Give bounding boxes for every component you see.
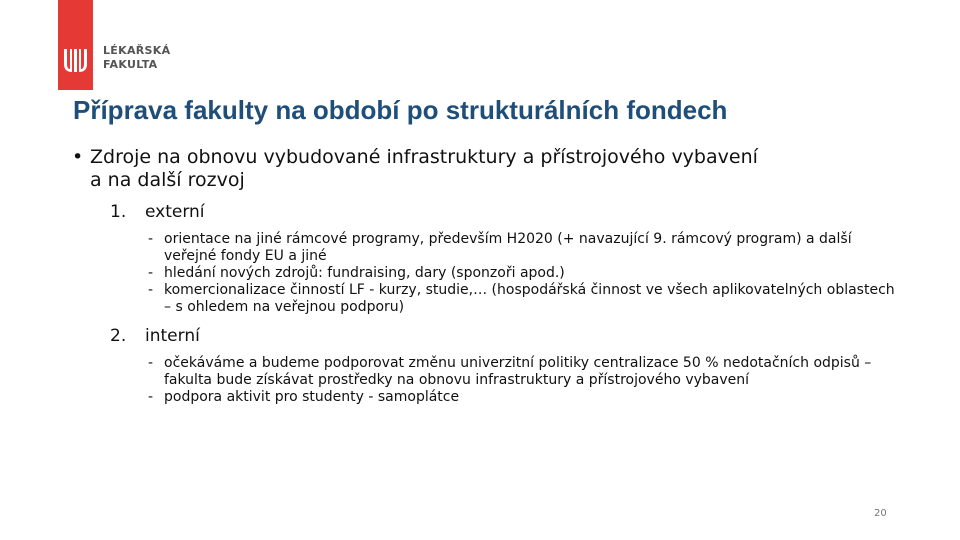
section-number: 2. bbox=[110, 326, 127, 346]
section-number: 1. bbox=[110, 202, 127, 222]
list-item bbox=[140, 265, 902, 282]
bullet-marker: • bbox=[72, 146, 84, 168]
list-item-text: hledání nových zdrojů: fundraising, dary (sponzoři apod.) bbox=[164, 265, 565, 281]
page-number: 20 bbox=[874, 508, 887, 519]
section-internal bbox=[110, 325, 902, 347]
list-item bbox=[140, 389, 902, 406]
main-bullet-line-1: Zdroje na obnovu vybudované infrastruktury a přístrojového vybavení bbox=[90, 146, 758, 168]
section-external bbox=[110, 201, 902, 223]
external-list bbox=[140, 231, 902, 316]
list-item-text: podpora aktivit pro studenty - samoplátce bbox=[164, 389, 460, 405]
main-bullet-text bbox=[90, 146, 758, 192]
dash-marker: - bbox=[148, 282, 154, 298]
dash-marker: - bbox=[148, 231, 154, 247]
slide-content bbox=[72, 146, 902, 406]
main-bullet bbox=[72, 146, 902, 192]
logo-line-2: FAKULTA bbox=[103, 58, 158, 71]
logo-line-1: LÉKAŘSKÁ bbox=[103, 44, 171, 57]
logo-emblem-icon bbox=[62, 47, 89, 74]
dash-marker: - bbox=[148, 389, 154, 405]
list-item-text: očekáváme a budeme podporovat změnu univerzitní politiky centralizace 50 % nedotačních odpisů – fakulta bude získávat prostředky na obnovu infrastruktury a přístrojového vybavení bbox=[164, 355, 872, 388]
faculty-logo bbox=[58, 0, 170, 90]
dash-marker: - bbox=[148, 355, 154, 371]
main-bullet-line-2: a na další rozvoj bbox=[90, 169, 245, 191]
section-label: externí bbox=[145, 202, 205, 222]
list-item bbox=[140, 231, 902, 265]
logo-text bbox=[103, 44, 170, 72]
logo-mark bbox=[58, 0, 93, 90]
list-item-text: orientace na jiné rámcové programy, především H2020 (+ navazující 9. rámcový program) a další veřejné fondy EU a jiné bbox=[164, 231, 852, 264]
list-item-text: komercionalizace činností LF - kurzy, studie,… (hospodářská činnost ve všech aplikovatelných oblastech – s ohledem na veřejnou podporu) bbox=[164, 282, 895, 315]
list-item bbox=[140, 282, 902, 316]
slide-title: Příprava fakulty na období po strukturálních fondech bbox=[73, 95, 728, 125]
dash-marker: - bbox=[148, 265, 154, 281]
list-item bbox=[140, 355, 902, 389]
section-label: interní bbox=[145, 326, 200, 346]
internal-list bbox=[140, 355, 902, 406]
